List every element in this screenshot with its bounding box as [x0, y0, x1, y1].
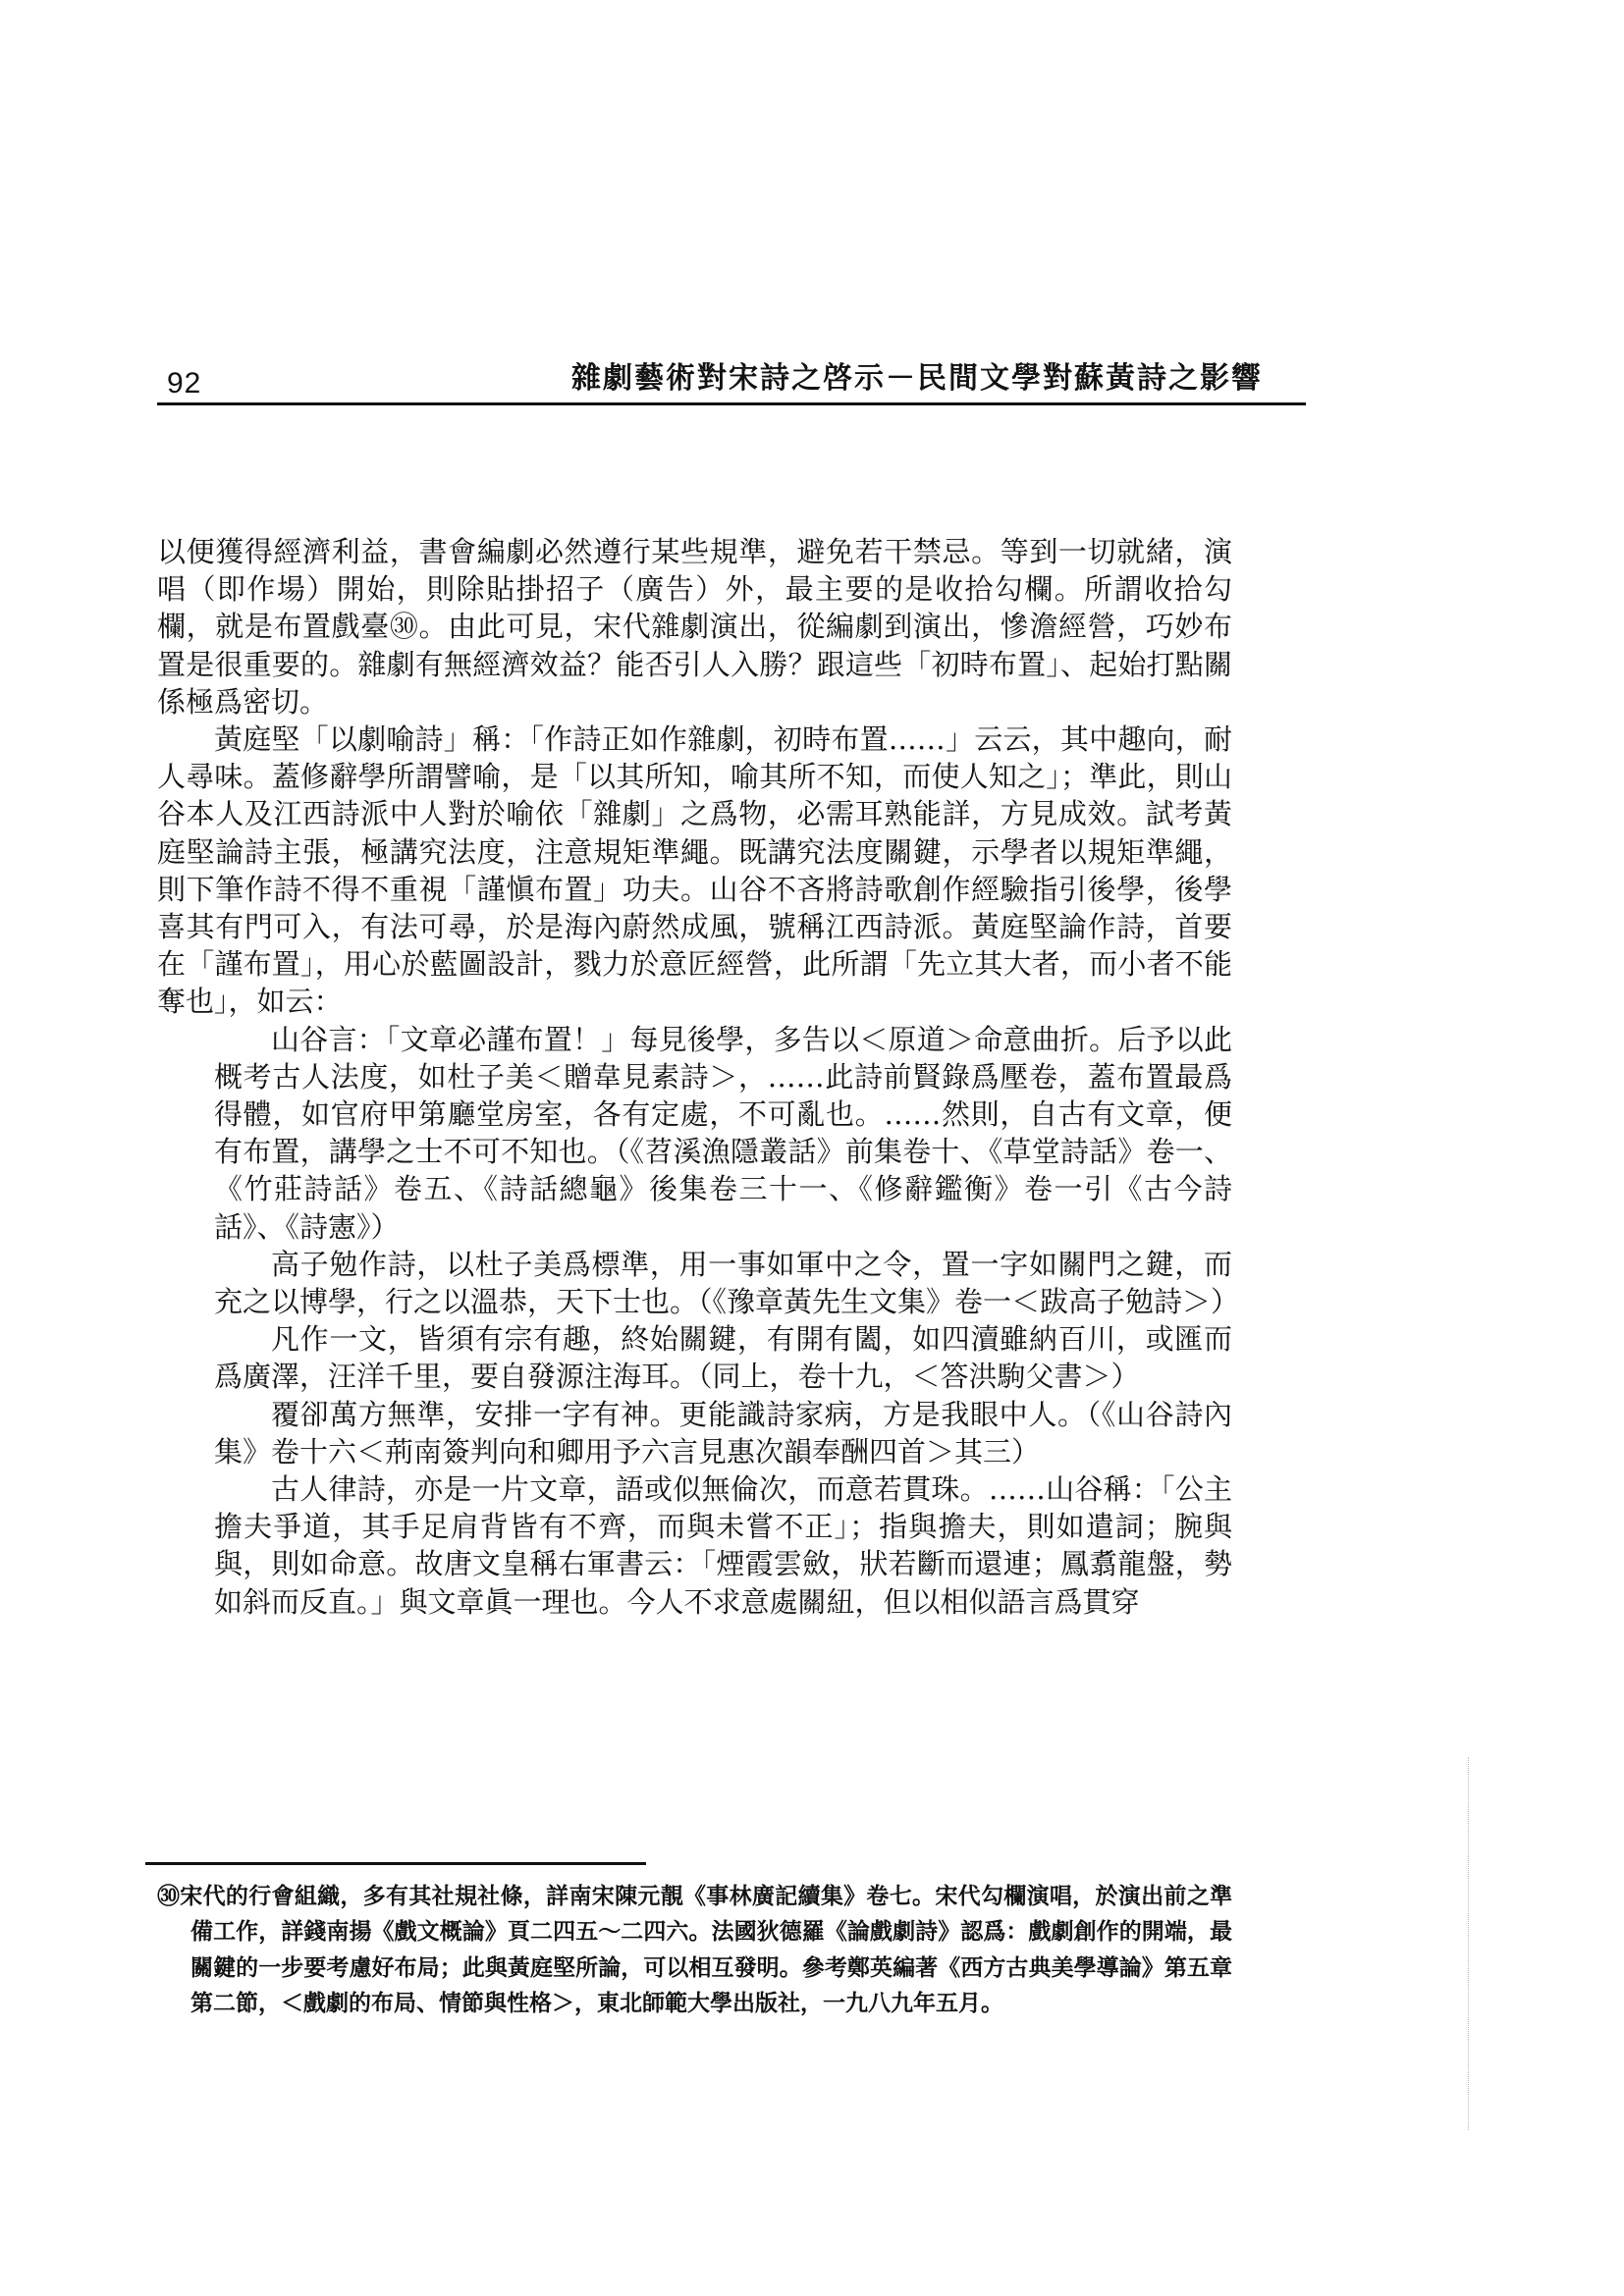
scan-edge-mark: [1468, 1757, 1469, 2130]
header-rule: [157, 402, 1306, 405]
footnotes: [157, 1879, 1232, 2022]
footnote-30: ㉚宋代的行會組織，多有其社規社條，詳南宋陳元靚《事林廣記續集》卷七。宋代勾欄演唱，於演出前之準備工作，詳錢南揚《戲文概論》頁二四五～二四六。法國狄德羅《論戲劇詩》認爲：戲劇創作的開端，最關鍵的一步要考慮好布局；此與黃庭堅所論，可以相互發明。參考鄭英編著《西方古典美學導論》第五章第二節，＜戲劇的布局、情節與性格＞，東北師範大學出版社，一九八九年五月。: [157, 1884, 1232, 2017]
quotation-5: 古人律詩，亦是一片文章，語或似無倫次，而意若貫珠。……山谷稱：「公主擔夫爭道，其手足肩背皆有不齊，而與未嘗不正」；指與擔夫，則如遣詞；腕與與，則如命意。故唐文皇稱右軍書云：「煙霞雲斂，狀若斷而還連；鳳翥龍盤，勢如斜而反直。」與文章眞一理也。今人不求意處關紐，但以相似語言爲貫穿: [214, 1472, 1232, 1619]
quotation-4: 覆卻萬方無準，安排一字有神。更能識詩家病，方是我眼中人。（《山谷詩內集》卷十六＜荊南簽判向和卿用予六言見惠次韻奉酬四首＞其三）: [214, 1397, 1232, 1468]
page-number: 92: [167, 367, 202, 400]
running-head: 雜劇藝術對宋詩之啓示－民間文學對蘇黃詩之影響: [571, 361, 1263, 396]
quotation-3: 凡作一文，皆須有宗有趣，終始關鍵，有開有闔，如四瀆雖納百川，或匯而爲廣澤，汪洋千里，要自發源注海耳。（同上，卷十九，＜答洪駒父書＞）: [214, 1322, 1232, 1394]
paragraph-1: 以便獲得經濟利益，書會編劇必然遵行某些規準，避免若干禁忌。等到一切就緒，演唱（即作場）開始，則除貼掛招子（廣告）外，最主要的是收拾勾欄。所謂收拾勾欄，就是布置戲臺㉚。由此可見，宋代雜劇演出，從編劇到演出，慘澹經營，巧妙布置是很重要的。雜劇有無經濟效益？能否引人入勝？跟這些「初時布置」、起始打點關係極爲密切。: [157, 535, 1232, 719]
footnote-rule: [145, 1862, 646, 1865]
quotation-1: 山谷言：「文章必謹布置！」每見後學，多告以＜原道＞命意曲折。后予以此概考古人法度，如杜子美＜贈韋見素詩＞，……此詩前賢錄爲壓卷，蓋布置最爲得體，如官府甲第廳堂房室，各有定處，不可亂也。……然則，自古有文章，便有布置，講學之士不可不知也。（《苕溪漁隱叢話》前集卷十、《草堂詩話》卷一、《竹莊詩話》卷五、《詩話總龜》後集卷三十一、《修辭鑑衡》卷一引《古今詩話》、《詩憲》）: [214, 1022, 1232, 1244]
paragraph-2: 黃庭堅「以劇喻詩」稱：「作詩正如作雜劇，初時布置……」云云，其中趣向，耐人尋味。蓋修辭學所謂譬喻，是「以其所知，喻其所不知，而使人知之」；準此，則山谷本人及江西詩派中人對於喻依「雜劇」之爲物，必需耳熟能詳，方見成效。試考黃庭堅論詩主張，極講究法度，注意規矩準繩。既講究法度關鍵，示學者以規矩準繩，則下筆作詩不得不重視「謹愼布置」功夫。山谷不吝將詩歌創作經驗指引後學，後學喜其有門可入，有法可尋，於是海內蔚然成風，號稱江西詩派。黃庭堅論作詩，首要在「謹布置」，用心於藍圖設計，戮力於意匠經營，此所謂「先立其大者，而小者不能奪也」，如云：: [157, 722, 1232, 1019]
quotation-2: 高子勉作詩，以杜子美爲標準，用一事如軍中之令，置一字如關門之鍵，而充之以博學，行之以溫恭，天下士也。（《豫章黃先生文集》卷一＜跋高子勉詩＞）: [214, 1247, 1240, 1319]
body-text: [157, 533, 1240, 1621]
